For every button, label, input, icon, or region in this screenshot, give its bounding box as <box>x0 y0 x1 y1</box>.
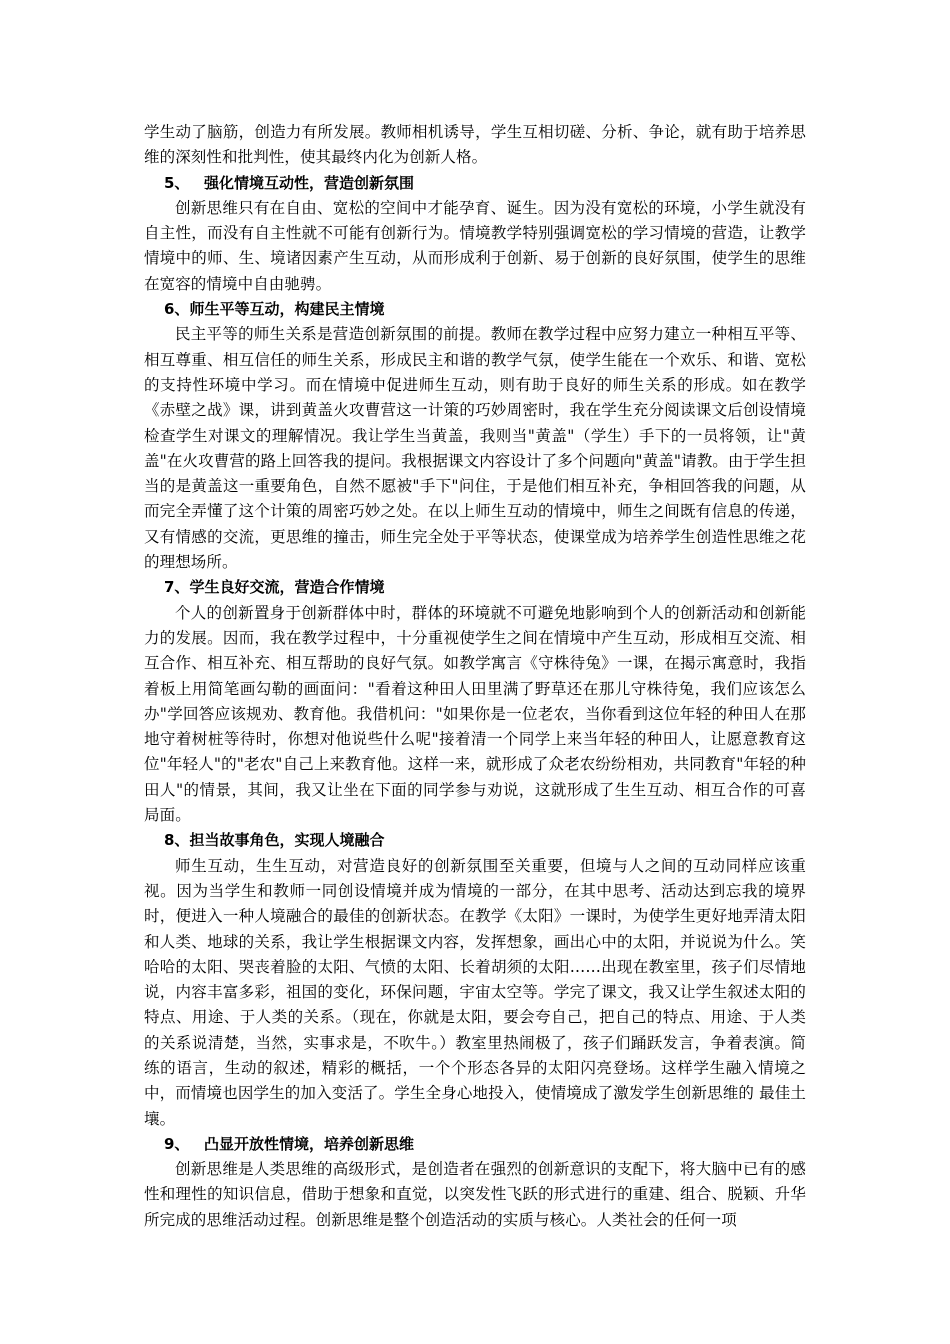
section-heading-5 <box>144 171 806 196</box>
section-title: 师生平等互动，构建民主情境 <box>189 300 385 319</box>
paragraph-section-7: 个人的创新置身于创新群体中时，群体的环境就不可避免地影响到个人的创新活动和创新能力的发展。因而，我在教学过程中，十分重视使学生之间在情境中产生互动，形成相互交流、相互合作、相互补充、相互帮助的良好气氛。如教学寓言《守株待兔》一课，在揭示寓意时，我指着板上用简笔画勾勒的画面问："看着这种田人田里满了野草还在那儿守株待兔，我们应该怎么办"学回答应该规劝、教育他。我借机问："如果你是一位老农，当你看到这位年轻的种田人在那地守着树桩等待时，你想对他说些什么呢"接着清一个同学上来当年轻的种田人，让愿意教育这位"年轻人"的"老农"自己上来教育他。这样一来，就形成了众老农纷纷相劝，共同教育"年轻的种田人"的情景，其间，我又让坐在下面的同学参与劝说，这就形成了生生互动、相互合作的可喜局面。 <box>144 603 806 825</box>
document-page <box>144 120 806 1233</box>
section-heading-7 <box>144 575 806 600</box>
section-number: 7、 <box>164 578 190 597</box>
section-number: 8、 <box>164 831 190 850</box>
paragraph-intro: 学生动了脑筋，创造力有所发展。教师相机诱导，学生互相切磋、分析、争论，就有助于培养思维的深刻性和批判性，使其最终内化为创新人格。 <box>144 123 806 167</box>
section-number: 9、 <box>164 1134 190 1153</box>
section-heading-6 <box>144 297 806 322</box>
paragraph-section-6: 民主平等的师生关系是营造创新氛围的前提。教师在教学过程中应努力建立一种相互平等、相互尊重、相互信任的师生关系，形成民主和谐的教学气氛，使学生能在一个欢乐、和谐、宽松的支持性环境中学习。而在情境中促进师生互动，则有助于良好的师生关系的形成。如在教学《赤壁之战》课，讲到黄盖火攻曹营这一计策的巧妙周密时，我在学生充分阅读课文后创设情境检查学生对课文的理解情况。我让学生当黄盖，我则当"黄盖"（学生）手下的一员将领，让"黄盖"在火攻曹营的路上回答我的提问。我根据课文内容设计了多个问题向"黄盖"请教。由于学生担当的是黄盖这一重要角色，自然不愿被"手下"问住，于是他们相互补充，争相回答我的问题，从而完全弄懂了这个计策的周密巧妙之处。在以上师生互动的情境中，师生之间既有信息的传递，又有情感的交流，更思维的撞击，师生完全处于平等状态，使课堂成为培养学生创造性思维之花的理想场所。 <box>144 325 806 572</box>
section-number: 6、 <box>164 300 190 319</box>
section-number: 5、 <box>164 173 190 192</box>
section-title: 担当故事角色，实现人境融合 <box>189 831 385 850</box>
section-title: 学生良好交流，营造合作情境 <box>189 578 385 597</box>
section-heading-9 <box>144 1132 806 1157</box>
section-heading-8 <box>144 828 806 853</box>
section-title: 凸显开放性情境，培养创新思维 <box>204 1134 415 1153</box>
paragraph-section-8: 师生互动，生生互动，对营造良好的创新氛围至关重要，但境与人之间的互动同样应该重视。因为当学生和教师一同创设情境并成为情境的一部分，在其中思考、活动达到忘我的境界时，便进入一种人境融合的最佳的创新状态。在教学《太阳》一课时，为使学生更好地弄清太阳和人类、地球的关系，我让学生根据课文内容，发挥想象，画出心中的太阳，并说说为什么。笑哈哈的太阳、哭丧着脸的太阳、气愤的太阳、长着胡须的太阳……出现在教室里，孩子们尽情地说，内容丰富多彩，祖国的变化，环保问题，宇宙太空等。学完了课文，我又让学生叙述太阳的特点、用途、于人类的关系。（现在，你就是太阳，要会夸自己，把自己的特点、用途、于人类的关系说清楚，当然，实事求是，不吹牛。）教室里热闹极了，孩子们踊跃发言，争着表演。简练的语言，生动的叙述，精彩的概括，一个个形态各异的太阳闪亮登场。这样学生融入情境之中，而情境也因学生的加入变活了。学生全身心地投入，使情境成了激发学生创新思维的 最佳土壤。 <box>144 856 806 1128</box>
section-title: 强化情境互动性，营造创新氛围 <box>204 173 415 192</box>
paragraph-section-9: 创新思维是人类思维的高级形式，是创造者在强烈的创新意识的支配下，将大脑中已有的感性和理性的知识信息，借助于想象和直觉，以突发性飞跃的形式进行的重建、组合、脱颖、升华所完成的思维活动过程。创新思维是整个创造活动的实质与核心。人类社会的任何一项 <box>144 1160 806 1229</box>
paragraph-section-5: 创新思维只有在自由、宽松的空间中才能孕育、诞生。因为没有宽松的环境，小学生就没有自主性，而没有自主性就不可能有创新行为。情境教学特别强调宽松的学习情境的营造，让教学情境中的师、生、境诸因素产生互动，从而形成利于创新、易于创新的良好氛围，使学生的思维在宽容的情境中自由驰骋。 <box>144 198 806 293</box>
